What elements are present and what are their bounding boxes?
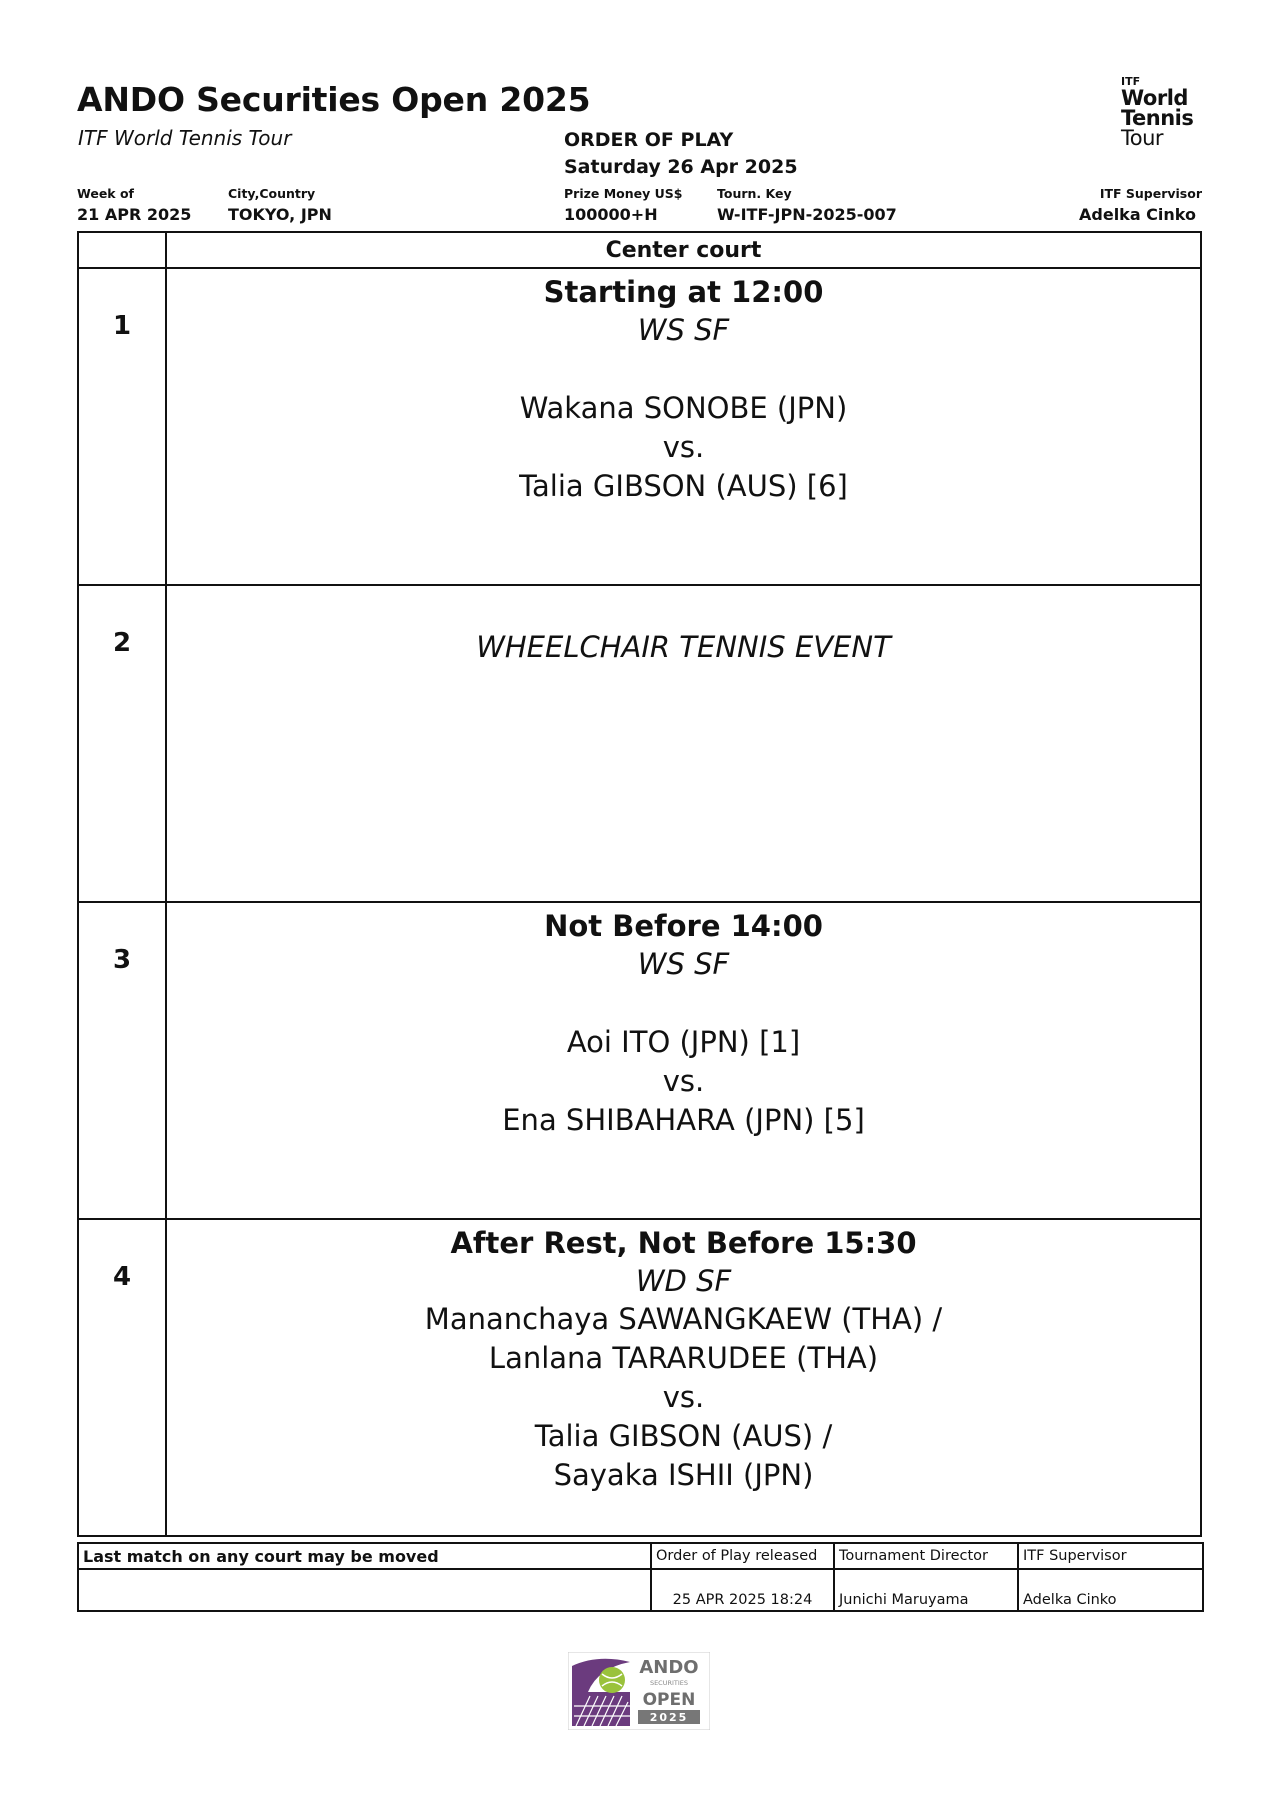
court-header: Center court <box>166 232 1201 268</box>
ando-securities-open-logo <box>568 1652 710 1730</box>
released-label: Order of Play released <box>651 1543 834 1569</box>
footer-note: Last match on any court may be moved <box>78 1543 651 1569</box>
match-number: 1 <box>78 268 166 585</box>
player-one: Wakana SONOBE (JPN) <box>519 391 848 425</box>
city-value: TOKYO, JPN <box>228 205 332 224</box>
player-two: Talia GIBSON (AUS) [6] <box>519 469 848 503</box>
match-event: WD SF <box>635 1264 732 1298</box>
tour-subtitle: ITF World Tennis Tour <box>78 126 292 150</box>
doc-type: ORDER OF PLAY <box>564 129 734 151</box>
tournament-title: ANDO Securities Open 2025 <box>77 80 591 119</box>
supervisor-label: ITF Supervisor <box>1099 186 1202 201</box>
ando-logo-securities: SECURITIES <box>649 1679 689 1687</box>
match-row <box>78 268 1201 585</box>
match-cell <box>166 902 1201 1219</box>
footer-table <box>77 1542 1204 1612</box>
city-label: City,Country <box>228 186 316 201</box>
match-event: WS SF <box>637 947 730 981</box>
match-cell <box>166 585 1201 902</box>
versus: vs. <box>662 430 705 464</box>
week-of-value: 21 APR 2025 <box>77 205 192 224</box>
match-number: 3 <box>78 902 166 1219</box>
match-event: WS SF <box>637 313 730 347</box>
director-value: Junichi Maruyama <box>834 1569 1018 1611</box>
versus: vs. <box>662 1380 705 1414</box>
match-number: 4 <box>78 1219 166 1536</box>
special-event: WHEELCHAIR TENNIS EVENT <box>476 630 891 664</box>
footer-blank <box>78 1569 651 1611</box>
tourn-key-value: W-ITF-JPN-2025-007 <box>717 205 897 224</box>
ando-logo-year: 2025 <box>649 1711 689 1724</box>
match-row <box>78 902 1201 1219</box>
player-one: Aoi ITO (JPN) [1] <box>566 1025 801 1059</box>
order-of-play-heading <box>564 127 798 181</box>
director-label: Tournament Director <box>834 1543 1018 1569</box>
match-cell <box>166 268 1201 585</box>
match-number: 2 <box>78 585 166 902</box>
prize-label: Prize Money US$ <box>564 186 683 201</box>
match-row <box>78 585 1201 902</box>
corner-cell <box>78 232 166 268</box>
versus: vs. <box>662 1064 705 1098</box>
week-of-label: Week of <box>77 186 134 201</box>
itf-mark: ITF <box>1121 75 1141 88</box>
match-time: Not Before 14:00 <box>544 909 823 943</box>
play-date: Saturday 26 Apr 2025 <box>564 156 798 178</box>
match-row <box>78 1219 1201 1536</box>
footer-supervisor-value: Adelka Cinko <box>1018 1569 1203 1611</box>
match-cell <box>166 1219 1201 1536</box>
player-two: Ena SHIBAHARA (JPN) [5] <box>502 1103 865 1137</box>
team-two-player-b: Sayaka ISHII (JPN) <box>553 1458 814 1492</box>
match-time: Starting at 12:00 <box>543 275 824 309</box>
itf-logo-world: World <box>1121 86 1188 110</box>
order-of-play-table <box>77 231 1202 1537</box>
itf-logo-tour: Tour <box>1121 126 1164 150</box>
itf-logo-tennis: Tennis <box>1121 106 1194 130</box>
ando-logo-word: ANDO <box>639 1657 699 1678</box>
tourn-key-label: Tourn. Key <box>717 186 792 201</box>
footer-supervisor-label: ITF Supervisor <box>1018 1543 1203 1569</box>
team-one-player-a: Mananchaya SAWANGKAEW (THA) / <box>424 1302 943 1336</box>
ando-logo-open: OPEN <box>642 1690 696 1710</box>
team-one-player-b: Lanlana TARARUDEE (THA) <box>488 1341 879 1375</box>
supervisor-value: Adelka Cinko <box>1079 205 1196 224</box>
match-time: After Rest, Not Before 15:30 <box>450 1226 917 1260</box>
released-value: 25 APR 2025 18:24 <box>651 1569 834 1611</box>
ando-logo-graphic <box>568 1652 710 1730</box>
itf-world-tennis-tour-logo <box>1121 76 1203 158</box>
team-two-player-a: Talia GIBSON (AUS) / <box>534 1419 833 1453</box>
prize-value: 100000+H <box>564 205 658 224</box>
